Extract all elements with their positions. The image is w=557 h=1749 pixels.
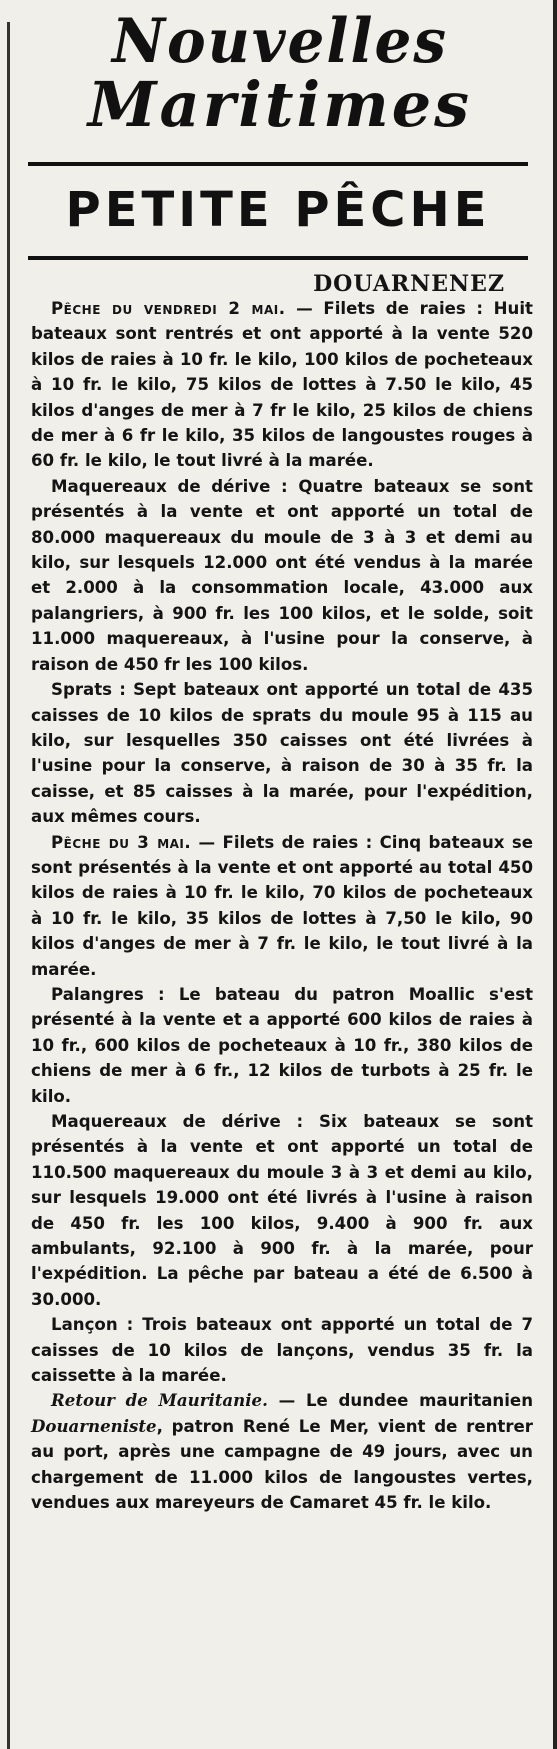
paragraph-lancon: Lançon : Trois bateaux ont apporté un total de 7 caisses de 10 kilos de lançons, vendus 35 fr. la caissette à la marée. (31, 1315, 533, 1386)
paragraph-maquereaux-1: Maquereaux de dérive : Quatre bateaux se sont présentés à la vente et ont apporté un total de 80.000 maquereaux du moule de 3 à 3 et demi au kilo, sur lesquels 12.000 ont été vendus à la marée et 2.000 à la consommation locale, 43.000 aux palangriers, à 900 fr. les 100 kilos, et le solde, soit 11.000 maquereaux, à l'usine pour la conserve, à raison de 450 fr les 100 kilos. (31, 476, 533, 674)
paragraph-text: — Filets de raies : Cinq bateaux se sont présentés à la vente et ont apporté au total 450 kilos de raies à 10 fr. le kilo, 70 kilos de pocheteaux à 10 fr. le kilo, 35 kilos de lottes à 7,50 le kilo, 90 kilos d'anges de mer à 7 fr. le kilo, le tout livré à la marée. (31, 832, 533, 979)
left-column-rule (7, 22, 10, 1749)
masthead-line-1: Nouvelles (111, 5, 449, 77)
paragraph-raies-3-mai (31, 830, 533, 982)
paragraph-mauritanie (31, 1388, 533, 1515)
right-column-rule (553, 0, 557, 1749)
article-body (31, 296, 533, 1516)
bottom-divider (28, 256, 528, 260)
paragraph-lead: Pêche du vendredi 2 mai. (51, 299, 286, 318)
paragraph-text: — Filets de raies : Huit bateaux sont rentrés et ont apporté à la vente 520 kilos de raies à 10 fr. le kilo, 100 kilos de pocheteaux à 10 fr. le kilo, 75 kilos de lottes à 7.50 le kilo, 45 kilos d'anges de mer à 7 fr le kilo, 25 kilos de chiens de mer à 6 fr le kilo, 35 kilos de langoustes rouges à 60 fr. le kilo, le tout livré à la marée. (31, 299, 533, 471)
paragraph-raies-2-mai (31, 296, 533, 474)
dateline: DOUARNENEZ (313, 271, 505, 297)
paragraph-maquereaux-2: Maquereaux de dérive : Six bateaux se sont présentés à la vente et ont apporté un total de 110.500 maquereaux du moule 3 à 3 et demi au kilo, sur lesquels 19.000 ont été livrés à l'usine à raison de 450 fr. les 100 kilos, 9.400 à 900 fr. aux ambulants, 92.100 à 900 fr. à la marée, pour l'expédition. La pêche par bateau a été de 6.500 à 30.000. (31, 1112, 533, 1309)
masthead (30, 5, 530, 141)
paragraph-sprats: Sprats : Sept bateaux ont apporté un total de 435 caisses de 10 kilos de sprats du moule 95 à 115 au kilo, sur lesquelles 350 caisses ont été livrées à l'usine pour la conserve, à raison de 30 à 35 fr. la caisse, et 85 caisses à la marée, pour l'expédition, aux mêmes cours. (31, 680, 533, 827)
section-title: PETITE PÊCHE (65, 182, 491, 238)
paragraph-text: — Le dundee mauritanien (267, 1391, 534, 1411)
paragraph-palangres: Palangres : Le bateau du patron Moallic s'est présenté à la vente et a apporté 600 kilos de raies à 10 fr., 600 kilos de pocheteaux à 10 fr., 380 kilos de chiens de mer à 6 fr., 12 kilos de turbots à 25 fr. le kilo. (31, 984, 533, 1106)
masthead-line-2: Maritimes (87, 68, 473, 141)
top-divider (28, 162, 528, 166)
ship-name: Douarneniste (31, 1415, 157, 1436)
paragraph-text: , patron René Le Mer, vient de rentrer au port, après une campagne de 49 jours, avec un chargement de 11.000 kilos de langoustes vertes, vendues aux mareyeurs de Camaret 45 fr. le kilo. (31, 1416, 533, 1513)
paragraph-lead: Pêche du 3 mai. (51, 832, 192, 852)
paragraph-lead: Retour de Mauritanie. (51, 1390, 268, 1411)
